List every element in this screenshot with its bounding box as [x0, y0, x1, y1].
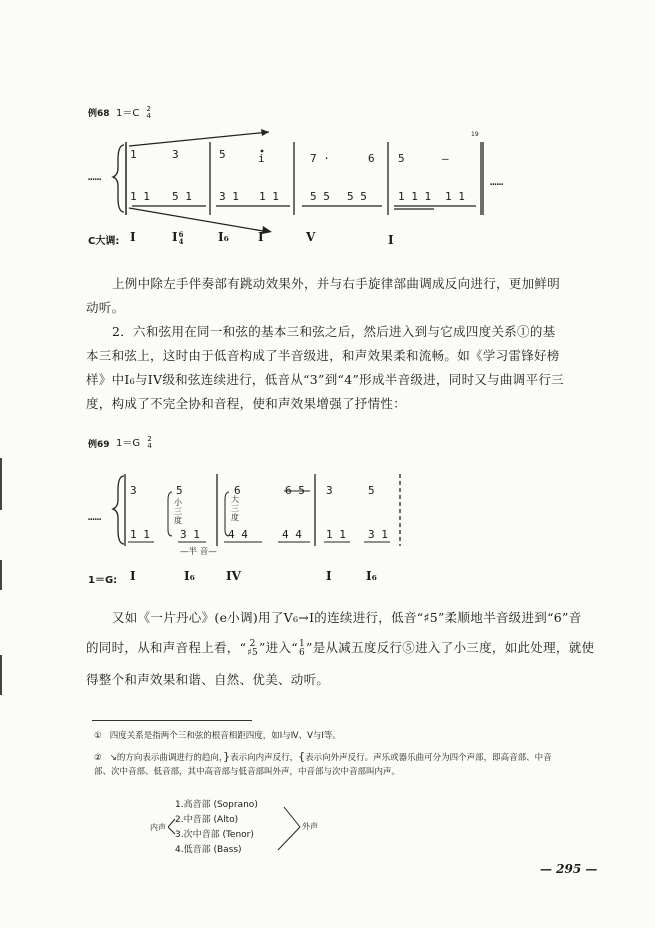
interval-annotation-major-third: 大三度 — [231, 495, 239, 522]
rehearsal-mark: 19 — [471, 131, 479, 138]
note: 5 5 — [310, 190, 330, 203]
voice-item: 4.低音部 (Bass) — [175, 845, 242, 855]
note: 1 1 — [445, 190, 465, 203]
chord-label: I — [326, 569, 332, 583]
paragraph: 上例中除左手伴奏部有跳动效果外，并与右手旋律部曲调成反向进行，更加鲜明动听。 — [86, 276, 561, 315]
chord-label: IV — [226, 569, 241, 583]
chord-label: I — [258, 230, 264, 244]
note: 6 5 — [285, 484, 305, 497]
system-brace — [113, 476, 124, 544]
key-signature: 1＝C — [116, 108, 140, 119]
time-signature: 2 4 — [147, 435, 152, 450]
note: 5 — [219, 148, 226, 161]
voice-item: 3.次中音部 (Tenor) — [175, 830, 254, 840]
note: 1 1 — [130, 528, 150, 541]
note: 5 — [398, 152, 405, 165]
interval-annotation-minor-third: 小三度 — [174, 498, 182, 525]
note: 1 1 — [259, 190, 279, 203]
note: 4 4 — [282, 528, 302, 541]
page-number: — 295 — — [540, 862, 598, 876]
note: — — [442, 152, 449, 165]
trail-dots: …… — [490, 175, 504, 188]
time-signature: 2 4 — [146, 105, 152, 120]
voice-item: 1.高音部 (Soprano) — [175, 800, 258, 810]
scan-edge-mark — [0, 560, 2, 590]
melody-direction-arrow — [129, 132, 269, 146]
note: 3 1 — [180, 528, 200, 541]
note: 6 — [234, 484, 241, 497]
example-68-key — [116, 104, 151, 120]
note: 1 1 — [326, 528, 346, 541]
footnote-divider — [92, 720, 252, 721]
lead-dots: …… — [88, 510, 102, 523]
scan-edge-mark — [0, 655, 2, 695]
footnote-1: ① 四度关系是指两个三和弦的根音相距四度，如I与Ⅳ、V与I等。 — [94, 731, 341, 741]
note: 3 1 — [368, 528, 388, 541]
chord-label: I₆ — [184, 569, 195, 583]
chord-label: I — [130, 230, 136, 244]
lead-dots: …… — [88, 170, 102, 183]
brace-left-icon: { — [298, 750, 306, 763]
inner-voice-label: 内声 — [150, 823, 166, 832]
note: 5 — [368, 484, 375, 497]
voice-item: 2.中音部 (Alto) — [175, 815, 239, 825]
chord-label: I₆ — [218, 230, 229, 244]
note: 3 — [130, 484, 137, 497]
chord-label: I — [388, 233, 394, 247]
outer-voice-label: 外声 — [302, 822, 318, 831]
key-name: C大调: — [88, 236, 120, 247]
note: 5 — [176, 484, 183, 497]
key-signature: 1＝G — [116, 438, 141, 449]
semitone-annotation: —半 音— — [180, 547, 217, 557]
note: i — [258, 152, 265, 165]
brace-right-icon: } — [223, 750, 231, 763]
note: 5 5 — [347, 190, 367, 203]
note: 4 4 — [228, 528, 248, 541]
note: 3 1 — [219, 190, 239, 203]
note: 7 · — [310, 152, 330, 165]
voice-grouping-lines — [168, 805, 318, 860]
example-68-score — [84, 120, 524, 245]
example-69-label: 例69 — [88, 440, 110, 450]
note: 1 1 1 — [398, 190, 432, 203]
paragraph-line: 的同时，从和声音程上看，“ 2 ♯5 ”进入“ 1 6 ”是从减五度反行⑤进入了小三度，如此处理，就使 — [86, 638, 595, 658]
paragraph: 2．六和弦用在同一和弦的基本三和弦之后，然后进入到与它成四度关系①的基本三和弦上，这时由于低音构成了半音级进，和声效果柔和流畅。如《学习雷锋好榜样》中I₆与IV级和弦连续进行，低音从“3”到“4”形成半音级进，同时又与曲调平行三度，构成了不完全协和音程，使和声效果增强了抒情性： — [86, 324, 564, 411]
chord-label: V — [306, 230, 316, 244]
note: 3 — [326, 484, 333, 497]
note: 1 1 — [130, 190, 150, 203]
chord-label: I — [130, 569, 136, 583]
chord-label: I 6 4 — [172, 229, 184, 246]
note: 6 — [368, 152, 375, 165]
note: 1 — [130, 148, 137, 161]
paragraph-line: 又如《一片丹心》(e小调)用了V₆→I的连续进行，低音“♯5”柔顺地半音级进到“6”音 — [112, 610, 582, 625]
paragraph-line: 得整个和声效果和谐、自然、优美、动听。 — [86, 672, 330, 687]
example-68-label: 例68 — [88, 109, 110, 119]
scan-edge-mark — [0, 458, 2, 510]
note: 3 — [172, 148, 179, 161]
chord-label: I₆ — [366, 569, 377, 583]
system-brace — [113, 145, 124, 212]
key-name: 1＝G: — [88, 575, 118, 586]
footnote-2: ② ↘的方向表示曲调进行的趋向，}表示向内声反行，{表示向外声反行。声乐或器乐曲可分为四个声部，即高音部、中音部、次中音部、低音部，其中高音部与低音部叫外声，中音部与次中音部叫内声。 — [94, 750, 552, 777]
example-69-key — [116, 434, 152, 450]
note: 5 1 — [172, 190, 192, 203]
bass-direction-arrow — [129, 208, 269, 232]
